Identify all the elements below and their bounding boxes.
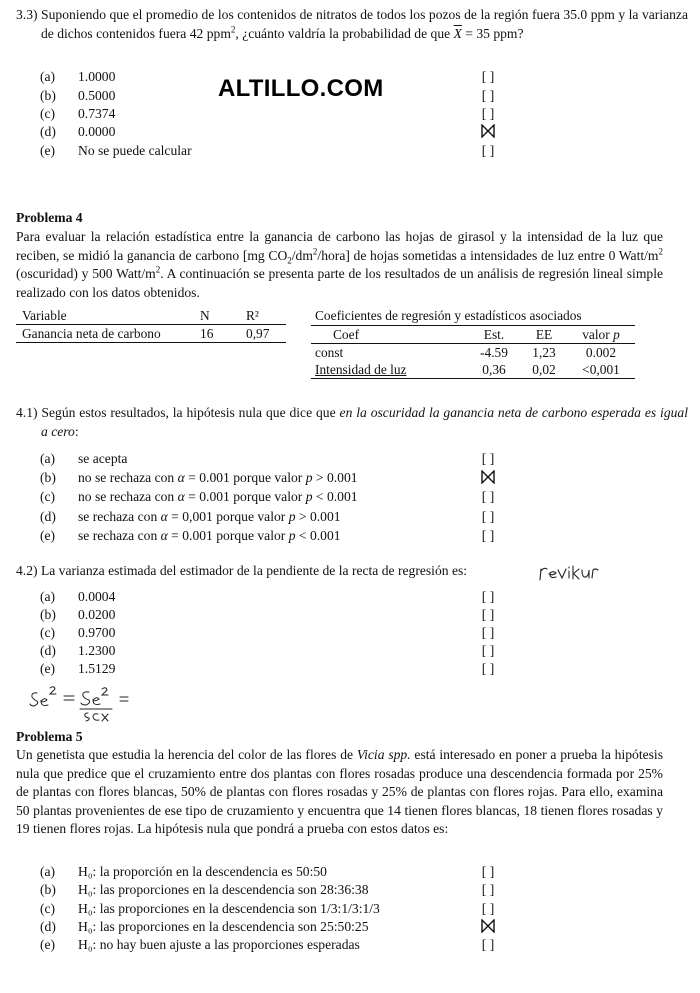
table-cell: const bbox=[315, 345, 344, 360]
option-e[interactable] bbox=[40, 935, 510, 954]
option-label: (b) bbox=[40, 88, 56, 103]
option-text: No se puede calcular bbox=[78, 143, 192, 158]
option-label: (a) bbox=[40, 451, 56, 466]
table-cell: Ganancia neta de carbono bbox=[22, 326, 161, 341]
superscript: 2 bbox=[312, 246, 318, 257]
option-label: (d) bbox=[40, 919, 56, 934]
table-header: EE bbox=[535, 327, 553, 342]
table-cell: 0,02 bbox=[532, 362, 556, 377]
species-name: Vicia spp. bbox=[356, 747, 411, 762]
table-cell: <0,001 bbox=[582, 362, 620, 377]
option-text: no se rechaza con α = 0.001 porque valor p < 0.001 bbox=[78, 489, 358, 504]
table-cell: -4.59 bbox=[480, 345, 508, 360]
problem-5-intro bbox=[16, 746, 663, 839]
intro-text: está interesado en poner a prueba la hipótesis nula que predice que el cruzamiento entre dos plantas con flores rosadas produce una descendencia formada por 25% de plantas con flores blancas, 50% de plantas con flores rosadas y 25% de plantas con flores rojas. Para ello, examina 50 plantas provenientes de ese tipo de cruzamiento y encuentra que 14 tienen flores blancas, 18 tienen flores rosadas y 19 tienen flores rojas. La hipótesis nula que pondrá a prueba con estos datos es: bbox=[16, 747, 663, 837]
option-b[interactable] bbox=[40, 468, 510, 487]
superscript: 2 bbox=[658, 246, 663, 257]
intro-text: /hora] de hojas sometidas a intensidades de luz entre 0 Watt/m bbox=[317, 247, 659, 263]
question-text-italic: en la oscuridad la ganancia neta de carbono esperada es igual a cero bbox=[41, 405, 688, 439]
option-label: (c) bbox=[40, 489, 56, 504]
option-checkbox[interactable]: [ ] bbox=[481, 69, 495, 84]
intro-text: (oscuridad) y 500 Watt/m bbox=[16, 266, 156, 282]
option-text: 0.9700 bbox=[78, 625, 116, 640]
option-text: se rechaza con α = 0.001 porque valor p < 0.001 bbox=[78, 528, 341, 543]
option-checkbox[interactable]: [ ] bbox=[481, 607, 495, 622]
question-number: 3.3) bbox=[16, 7, 38, 22]
bowtie-mark-icon bbox=[481, 919, 495, 933]
option-checkbox-marked[interactable] bbox=[478, 917, 498, 936]
option-label: (c) bbox=[40, 901, 56, 916]
option-checkbox[interactable]: [ ] bbox=[481, 528, 495, 543]
problem-4-title: Problema 4 bbox=[16, 210, 83, 225]
option-checkbox-marked[interactable] bbox=[478, 122, 498, 141]
option-text: H₀: la proporción en la descendencia es 50:50 bbox=[78, 864, 327, 879]
summary-table bbox=[16, 307, 286, 343]
option-label: (e) bbox=[40, 143, 56, 158]
option-d[interactable] bbox=[40, 917, 510, 936]
option-label: (a) bbox=[40, 589, 56, 604]
question-number: 4.1) bbox=[16, 405, 38, 420]
option-d[interactable] bbox=[40, 641, 510, 660]
question-text: Según estos resultados, la hipótesis nula que dice que bbox=[41, 405, 340, 420]
option-checkbox[interactable]: [ ] bbox=[481, 589, 495, 604]
option-checkbox[interactable]: [ ] bbox=[481, 106, 495, 121]
option-checkbox[interactable]: [ ] bbox=[481, 509, 495, 524]
handwritten-formula bbox=[28, 683, 148, 723]
question-4-1-text bbox=[16, 404, 688, 441]
option-c[interactable] bbox=[40, 487, 510, 506]
intro-text: /dm bbox=[291, 247, 313, 263]
table-cell: 0,97 bbox=[246, 326, 270, 341]
option-label: (a) bbox=[40, 69, 56, 84]
option-d[interactable] bbox=[40, 507, 510, 526]
option-c[interactable] bbox=[40, 899, 510, 918]
problem-4-intro bbox=[16, 228, 663, 302]
option-text: H₀: las proporciones en la descendencia son 28:36:38 bbox=[78, 882, 369, 897]
coefficients-table bbox=[311, 307, 635, 379]
option-d[interactable] bbox=[40, 122, 510, 141]
option-checkbox[interactable]: [ ] bbox=[481, 661, 495, 676]
subscript: 2 bbox=[287, 255, 292, 266]
table-header: Coef bbox=[333, 327, 360, 342]
option-label: (e) bbox=[40, 937, 56, 952]
option-checkbox[interactable]: [ ] bbox=[481, 88, 495, 103]
table-header: Variable bbox=[22, 308, 67, 323]
option-label: (d) bbox=[40, 643, 56, 658]
option-a[interactable] bbox=[40, 587, 510, 606]
option-label: (b) bbox=[40, 882, 56, 897]
header-prefix: valor bbox=[582, 327, 614, 342]
question-text-end: : bbox=[74, 423, 79, 439]
option-e[interactable] bbox=[40, 526, 510, 545]
option-a[interactable] bbox=[40, 67, 510, 86]
option-label: (e) bbox=[40, 528, 56, 543]
table-header: N bbox=[200, 308, 210, 323]
option-e[interactable] bbox=[40, 659, 510, 678]
bowtie-mark-icon bbox=[481, 124, 495, 138]
question-text: Suponiendo que el promedio de los contenidos de nitratos de todos los pozos de la región fuera 35.0 ppm y la varianza de dichos contenidos fuera 42 ppm bbox=[41, 7, 689, 41]
table-header: Est. bbox=[483, 327, 505, 342]
option-text: 0.5000 bbox=[78, 88, 116, 103]
question-text-cont: , ¿cuánto valdría la probabilidad de que bbox=[235, 25, 454, 41]
intro-text: Un genetista que estudia la herencia del color de las flores de bbox=[16, 747, 357, 762]
option-label: (a) bbox=[40, 864, 56, 879]
table-header: R² bbox=[246, 308, 259, 323]
problem-5-title: Problema 5 bbox=[16, 729, 83, 744]
handwritten-note bbox=[537, 562, 601, 584]
option-text: 1.5129 bbox=[78, 661, 116, 676]
superscript: 2 bbox=[155, 264, 161, 275]
option-text: H₀: las proporciones en la descendencia son 25:50:25 bbox=[78, 919, 369, 934]
table-cell: 0.002 bbox=[585, 345, 617, 360]
option-checkbox[interactable]: [ ] bbox=[481, 451, 495, 466]
option-checkbox[interactable]: [ ] bbox=[481, 143, 495, 158]
option-text: 1.2300 bbox=[78, 643, 116, 658]
option-text: 1.0000 bbox=[78, 69, 116, 84]
option-label: (b) bbox=[40, 607, 56, 622]
option-e[interactable] bbox=[40, 141, 510, 160]
option-checkbox[interactable]: [ ] bbox=[481, 882, 495, 897]
option-checkbox[interactable]: [ ] bbox=[481, 625, 495, 640]
bowtie-mark-icon bbox=[481, 470, 495, 484]
watermark-logo: ALTILLO.COM bbox=[218, 75, 384, 102]
option-text: se rechaza con α = 0,001 porque valor p > 0.001 bbox=[78, 509, 341, 524]
option-label: (c) bbox=[40, 106, 56, 121]
option-b[interactable] bbox=[40, 880, 510, 899]
option-text: H₀: las proporciones en la descendencia son 1/3:1/3:1/3 bbox=[78, 901, 380, 916]
option-a[interactable] bbox=[40, 449, 510, 468]
option-a[interactable] bbox=[40, 862, 510, 881]
intro-text: . A continuación se presenta parte de los resultados de un análisis de regresión lineal simple realizado con los datos obtenidos. bbox=[16, 266, 664, 300]
header-var: p bbox=[613, 327, 620, 342]
question-text: La varianza estimada del estimador de la pendiente de la recta de regresión es: bbox=[40, 563, 468, 578]
option-checkbox[interactable]: [ ] bbox=[481, 489, 495, 504]
option-text: 0.0200 bbox=[78, 607, 116, 622]
option-text: no se rechaza con α = 0.001 porque valor p > 0.001 bbox=[78, 470, 358, 485]
option-checkbox[interactable]: [ ] bbox=[481, 901, 495, 916]
option-label: (b) bbox=[40, 470, 56, 485]
superscript: 2 bbox=[230, 24, 236, 35]
option-text: 0.7374 bbox=[78, 106, 116, 121]
option-b[interactable] bbox=[40, 86, 510, 105]
option-label: (d) bbox=[40, 509, 56, 524]
xbar-symbol: $\overline{X}$ bbox=[453, 25, 462, 41]
option-label: (c) bbox=[40, 625, 56, 640]
question-text-end: = 35 ppm? bbox=[461, 25, 524, 41]
table-cell: 0,36 bbox=[482, 362, 506, 377]
option-text: 0.0000 bbox=[78, 124, 116, 139]
table-cell: 1,23 bbox=[532, 345, 556, 360]
question-3-3-text bbox=[16, 6, 688, 43]
option-c[interactable] bbox=[40, 104, 510, 123]
table-cell: Intensidad de luz bbox=[315, 362, 407, 377]
table-header bbox=[567, 326, 635, 344]
option-b[interactable] bbox=[40, 605, 510, 624]
option-checkbox-marked[interactable] bbox=[478, 468, 498, 487]
option-checkbox[interactable]: [ ] bbox=[481, 643, 495, 658]
table-cell: 16 bbox=[200, 326, 214, 341]
table-caption: Coeficientes de regresión y estadísticos asociados bbox=[315, 308, 582, 323]
option-checkbox[interactable]: [ ] bbox=[481, 937, 495, 952]
option-checkbox[interactable]: [ ] bbox=[481, 864, 495, 879]
option-c[interactable] bbox=[40, 623, 510, 642]
intro-text: Para evaluar la relación estadística entre la ganancia de carbono las hojas de girasol y la intensidad de la luz que reciben, se midió la ganancia de carbono [mg CO bbox=[16, 229, 663, 263]
option-text: H₀: no hay buen ajuste a las proporciones esperadas bbox=[78, 937, 360, 952]
option-text: 0.0004 bbox=[78, 589, 116, 604]
question-number: 4.2) bbox=[16, 563, 38, 578]
option-text: se acepta bbox=[78, 451, 128, 466]
option-label: (e) bbox=[40, 661, 56, 676]
option-label: (d) bbox=[40, 124, 56, 139]
